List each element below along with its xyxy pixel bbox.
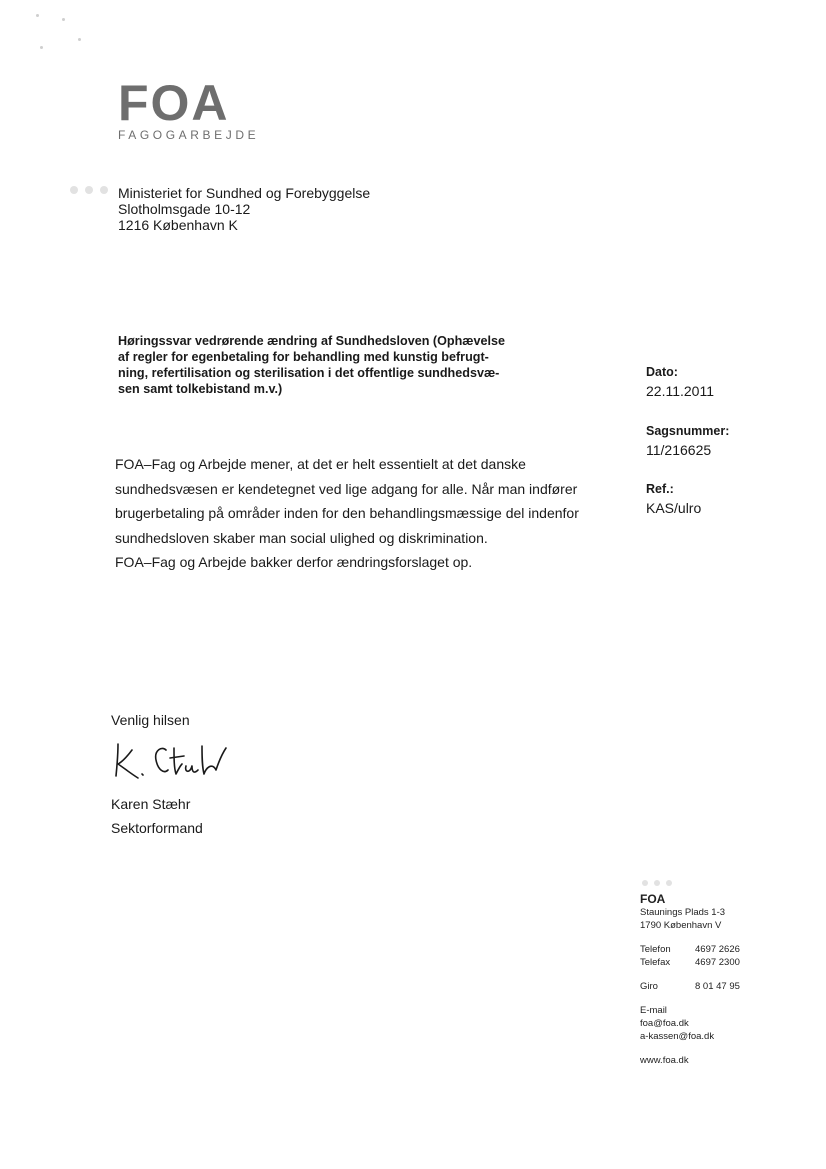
website: www.foa.dk — [640, 1055, 689, 1066]
logo-wordmark: FOA — [118, 75, 230, 131]
date-label: Dato: — [646, 365, 678, 379]
subject-line: af regler for egenbetaling for behandling med kunstig befrugt- — [118, 350, 489, 364]
scan-speck — [78, 38, 81, 41]
subject-line: sen samt tolkebistand m.v.) — [118, 382, 283, 396]
fax-label: Telefax — [640, 957, 671, 968]
logo-tagline: FAGOGARBEJDE — [118, 128, 260, 142]
body-line: sundhedsloven skaber man social ulighed og diskrimination. — [115, 529, 488, 546]
footer-fax-row — [640, 956, 740, 969]
case-number-value: 11/216625 — [646, 442, 712, 458]
letter-body — [115, 452, 615, 575]
scan-speck — [40, 46, 43, 49]
body-line: FOA–Fag og Arbejde mener, at det er helt essentielt at det danske — [115, 456, 526, 472]
date-value: 22.11.2011 — [646, 383, 714, 399]
footer-giro-row — [640, 980, 740, 993]
giro-value: 8 01 47 95 — [695, 981, 740, 992]
footer-phone-row — [640, 943, 740, 956]
fax-value: 4697 2300 — [695, 957, 740, 968]
case-number-block — [646, 424, 729, 458]
footer-contact — [640, 888, 740, 1067]
phone-label: Telefon — [640, 944, 671, 955]
reference-block — [646, 482, 701, 516]
footer-address-line: Staunings Plads 1-3 — [640, 907, 726, 918]
email-address: a-kassen@foa.dk — [640, 1031, 715, 1042]
email-label: E-mail — [640, 1005, 667, 1016]
letter-subject — [118, 333, 598, 397]
recipient-line: 1216 København K — [118, 217, 238, 233]
body-line: brugerbetaling på områder inden for den behandlingsmæssige del indenfor — [115, 505, 579, 521]
footer-address-line: 1790 København V — [640, 920, 722, 931]
phone-value: 4697 2626 — [695, 944, 740, 955]
case-number-label: Sagsnummer: — [646, 424, 730, 438]
closing-greeting: Venlig hilsen — [111, 712, 190, 728]
footer-org: FOA — [640, 892, 666, 906]
body-line: FOA–Fag og Arbejde bakker derfor ændringsforslaget op. — [115, 554, 473, 570]
decor-dots — [70, 186, 108, 194]
reference-value: KAS/ulro — [646, 500, 702, 516]
recipient-address — [118, 185, 370, 233]
reference-label: Ref.: — [646, 482, 674, 496]
email-address: foa@foa.dk — [640, 1018, 689, 1029]
foa-logo — [118, 75, 278, 148]
signatory-name: Karen Stæhr — [111, 796, 191, 812]
signatory — [111, 792, 203, 840]
date-block — [646, 365, 714, 399]
handwritten-signature — [112, 740, 252, 786]
body-line: sundhedsvæsen er kendetegnet ved lige adgang for alle. Når man indfører — [115, 480, 578, 497]
recipient-line: Slotholmsgade 10-12 — [118, 201, 251, 217]
footer-dots — [642, 880, 672, 886]
scan-speck — [62, 18, 65, 21]
subject-line: ning, refertilisation og sterilisation i det offentlige sundhedsvæ- — [118, 366, 500, 380]
subject-line: Høringssvar vedrørende ændring af Sundhedsloven (Ophævelse — [118, 334, 505, 348]
scan-speck — [36, 14, 39, 17]
signatory-title: Sektorformand — [111, 820, 203, 836]
giro-label: Giro — [640, 981, 658, 992]
recipient-line: Ministeriet for Sundhed og Forebyggelse — [118, 185, 371, 201]
